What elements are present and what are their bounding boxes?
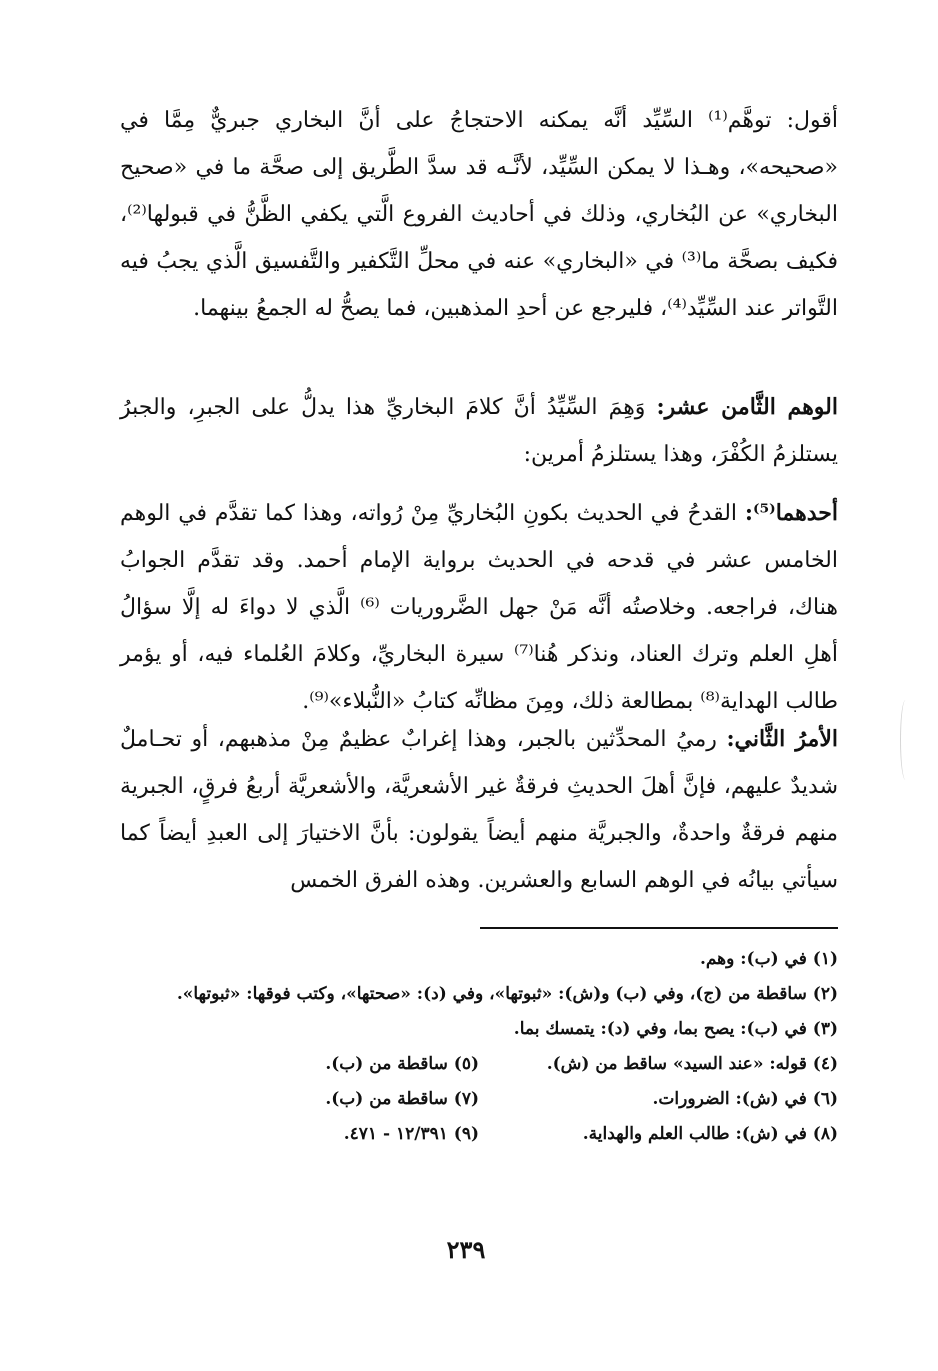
footnote-row-4-5: [120, 1047, 838, 1082]
footnote-1: (١) في (ب): وهم.: [699, 949, 838, 969]
paragraph-3: [120, 490, 838, 725]
paragraph-3-text: القدحُ في الحديث بكونِ البُخاريِّ مِنْ رُواته، وهذا كما تقدَّم في الوهم الخامس عشر في قدحه في الحديث برواية الإمام أحمد. وقد تقدَّم الجوابُ هناك، فراجعه. وخلاصتُه أنَّه مَنْ جهل الضَّروريات ⁽⁶⁾ الَّذي لا دواءَ له إلَّا سؤالُ أهلِ العلم وترك العناد، ونذكر هُنا⁽⁷⁾ سيرة البخاريِّ، وكلامَ العُلماء فيه، أو يؤمر طالب الهداية⁽⁸⁾ بمطالعة ذلك، ومِنَ مظانِّه كتابُ «النُّبلاء»⁽⁹⁾.: [120, 501, 838, 714]
footnote-3: (٣) في (ب): يصح بما، وفي (د): يتمسك بما.: [513, 1019, 838, 1039]
footnotes: [120, 942, 838, 1152]
footnote-5: (٥) ساقطة من (ب).: [325, 1054, 479, 1074]
page-number-text: ٢٣٩: [446, 1235, 486, 1264]
footnote-2: (٢) ساقطة من (ج)، وفي (ب) و(ش): «ثبوتها»، وفي (د): «صحتها»، وكتب فوقها: «ثبوتها».: [176, 984, 838, 1004]
footnote-7: (٧) ساقطة من (ب).: [325, 1089, 479, 1109]
paragraph-1-text: أقول: توهَّم⁽¹⁾ السِّيِّد أنَّه يمكنه الاحتجاجُ على أنَّ البخاري جبريٌّ مِمَّا في «صحيحه»، وهـذا لا يمكن السِّيِّد، لأنَّـه قد سدَّ الطَّريق إلى صحَّة ما في «صحيح البخاري» عن البُخاري، وذلك في أحاديث الفروع الَّتي يكفي الظَّنُّ في قبولها⁽²⁾، فكيف بصحَّة ما⁽³⁾ في «البخاري» عنه في محلِّ التَّكفير والتَّفسيق الَّذي يجبُ فيه التَّواتر عند السِّيِّد⁽⁴⁾، فليرجع عن أحدِ المذهبين، فما يصحُّ له الجمعُ بينهما.: [120, 108, 839, 321]
footnote-9: (٩) ١٢/٣٩١ - ٤٧١.: [343, 1124, 479, 1144]
paragraph-2: [120, 384, 838, 478]
paragraph-1: [120, 97, 838, 332]
paragraph-2-text: وَهِمَ السِّيِّدُ أنَّ كلامَ البخاريِّ هذا يدلُّ على الجبرِ، والجبرُ يستلزمُ الكُفْرَ، وهذا يستلزمُ أمرين:: [120, 395, 838, 467]
footnote-6: (٦) في (ش): الضرورات.: [652, 1089, 838, 1109]
paragraph-4: [120, 716, 838, 904]
scan-margin-mark: [900, 700, 911, 780]
paragraph-4-text: رميُ المحدِّثين بالجبر، وهذا إغرابٌ عظيمٌ مِنْ مذهبهم، أو تحـاملٌ شديدٌ عليهم، فإنَّ أهلَ الحديثِ فرقةٌ غير الأشعريَّة، والأشعريَّة أربعُ فرقٍ، الجبرية منهم فرقةٌ واحدةٌ، والجبريَّة منهم أيضاً يقولون: بأنَّ الاختيارَ إلى العبدِ أيضاً كما سيأتي بيانُه في الوهم السابع والعشرين. وهذه الفرق الخمس: [120, 727, 838, 893]
footnote-8: (٨) في (ش): طالب العلم والهداية.: [582, 1124, 838, 1144]
footnote-row-8-9: [120, 1117, 838, 1152]
paragraph-4-heading: الأمرُ الثَّاني:: [726, 726, 838, 752]
footnote-row-6-7: [120, 1082, 838, 1117]
paragraph-3-heading: أحدهما⁽⁵⁾:: [744, 500, 838, 526]
page-number: [0, 1235, 938, 1264]
footnote-4: (٤) قوله: «عند السيد» ساقط من (ش).: [546, 1054, 838, 1074]
paragraph-2-heading: الوهم الثَّامن عشر:: [656, 394, 838, 420]
footnote-divider: [480, 927, 838, 929]
